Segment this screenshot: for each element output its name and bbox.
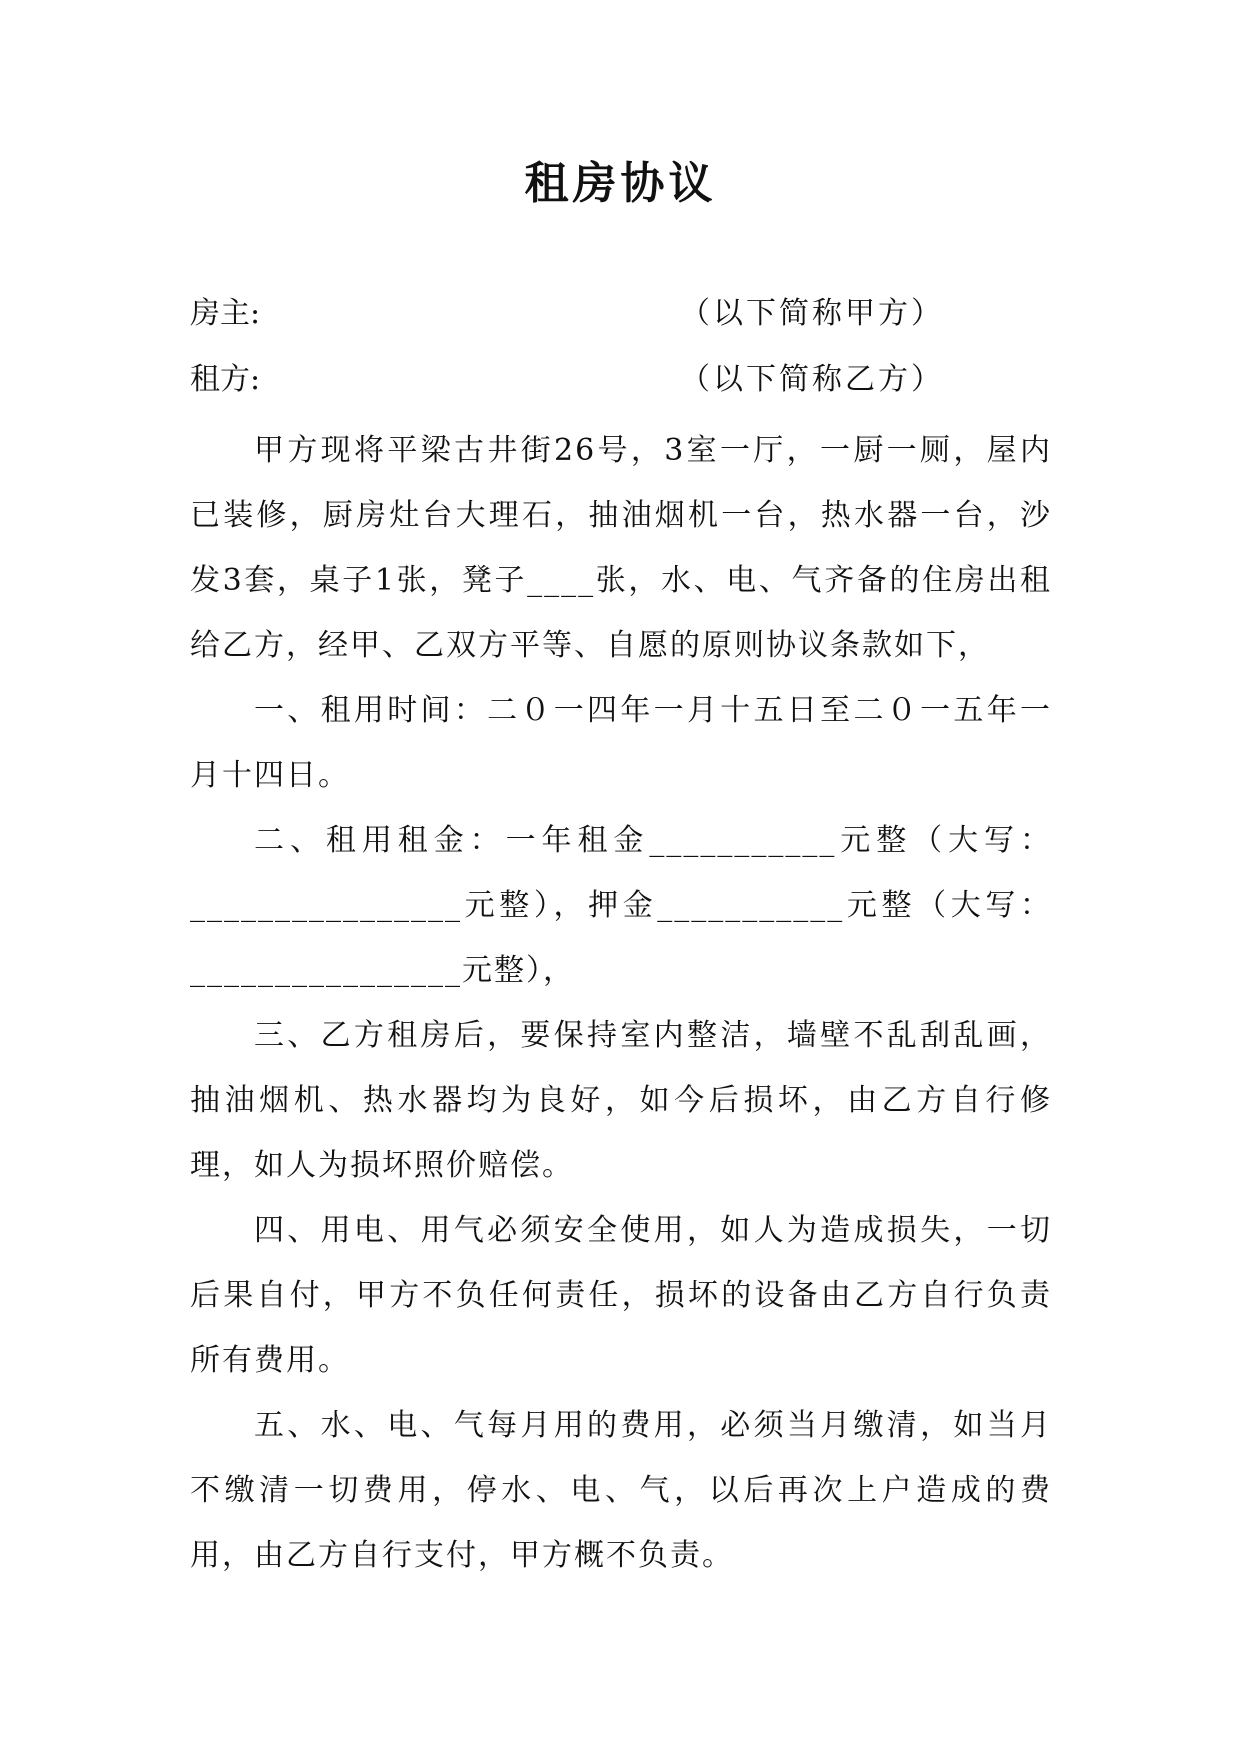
party-b-note: （以下简称乙方）	[680, 362, 944, 397]
clause-rent-deposit: 二、租用租金：一年租金___________元整（大写：________________元整），押金___________元整（大写：________________元整），	[190, 823, 1052, 988]
party-b-line	[190, 360, 1050, 400]
party-a-label: 房主:	[190, 296, 261, 331]
document-title: 租房协议	[524, 158, 717, 209]
clause-utility-safety: 四、用电、用气必须安全使用，如人为造成损失，一切后果自付，甲方不负任何责任，损坏的设备由乙方自行负责所有费用。	[190, 1213, 1052, 1378]
clause-rental-period: 一、租用时间：二０一四年一月十五日至二０一五年一月十四日。	[190, 693, 1052, 793]
agreement-body	[190, 418, 1052, 1588]
party-b-label: 租方:	[190, 362, 261, 397]
clause-maintenance: 三、乙方租房后，要保持室内整洁，墙壁不乱刮乱画，抽油烟机、热水器均为良好，如今后损坏，由乙方自行修理，如人为损坏照价赔偿。	[190, 1018, 1052, 1183]
clause-utility-payment: 五、水、电、气每月用的费用，必须当月缴清，如当月不缴清一切费用，停水、电、气，以后再次上户造成的费用，由乙方自行支付，甲方概不负责。	[190, 1408, 1052, 1573]
intro-paragraph: 甲方现将平梁古井街26号，3室一厅，一厨一厕，屋内已装修，厨房灶台大理石，抽油烟机一台，热水器一台，沙发3套，桌子1张，凳子____张，水、电、气齐备的住房出租给乙方，经甲、乙双方平等、自愿的原则协议条款如下，	[190, 433, 1052, 663]
party-a-note: （以下简称甲方）	[680, 296, 944, 331]
party-a-line	[190, 294, 1050, 334]
